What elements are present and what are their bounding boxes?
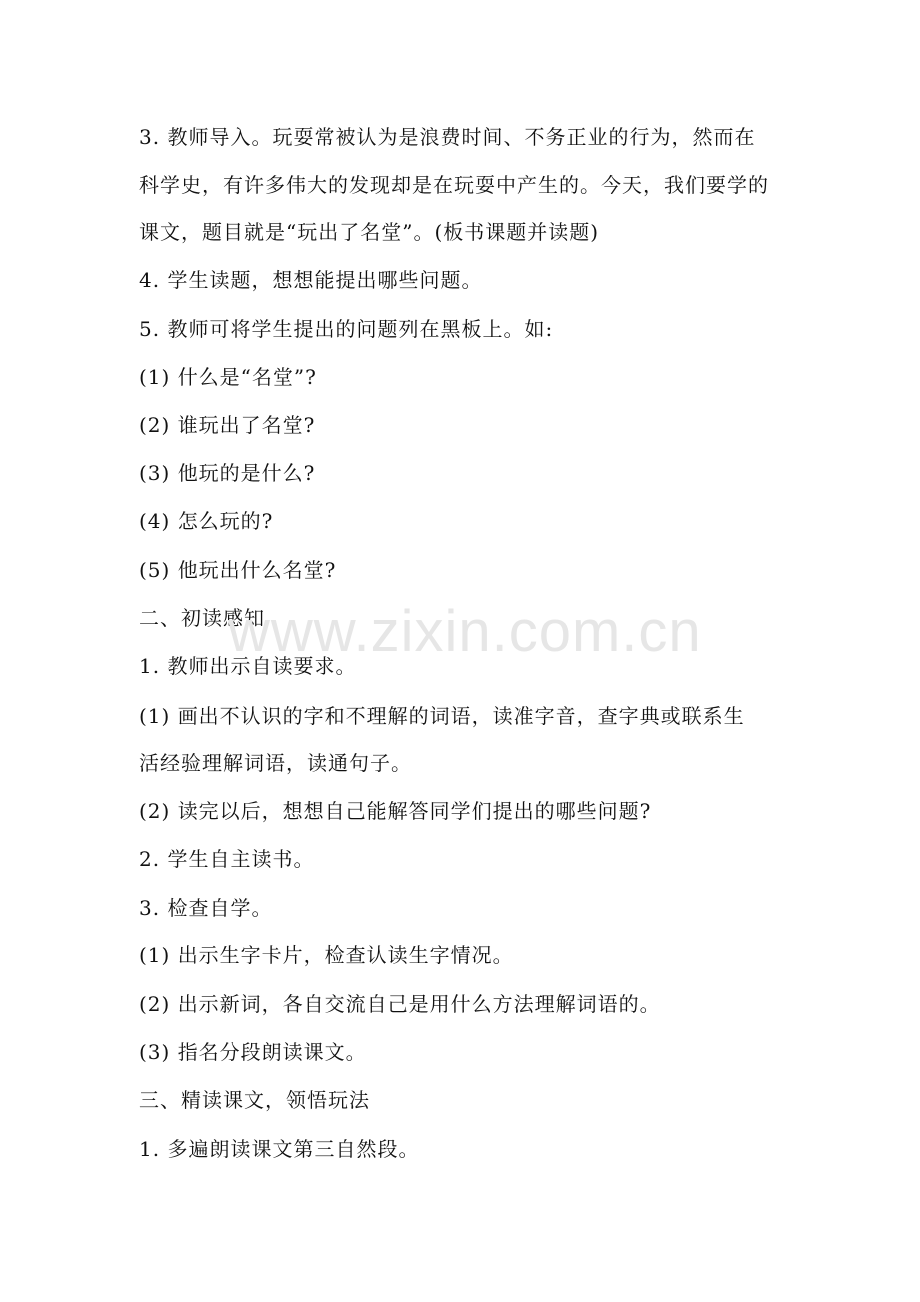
paragraph-line: 3. 检查自学。 (139, 896, 273, 920)
watermark: www.zixin.com.cn (228, 599, 702, 664)
section-heading: 二、初读感知 (139, 606, 265, 630)
paragraph-line: 课文，题目就是“玩出了名堂”。(板书课题并读题) (139, 220, 600, 244)
paragraph-line: 4. 学生读题，想想能提出哪些问题。 (139, 268, 483, 292)
list-item: (4) 怎么玩的? (139, 509, 274, 533)
paragraph-line: 1. 多遍朗读课文第三自然段。 (139, 1137, 420, 1161)
list-item: (1) 画出不认识的字和不理解的词语，读准字音，查字典或联系生 (139, 704, 745, 728)
section-heading: 三、精读课文，领悟玩法 (139, 1088, 370, 1112)
paragraph-line: 科学史，有许多伟大的发现却是在玩耍中产生的。今天，我们要学的 (139, 173, 769, 197)
list-item: (1) 什么是“名堂”? (139, 365, 317, 389)
list-item: (3) 指名分段朗读课文。 (139, 1040, 367, 1064)
paragraph-line: 5. 教师可将学生提出的问题列在黑板上。如: (139, 317, 554, 341)
paragraph-line: 3. 教师导入。玩耍常被认为是浪费时间、不务正业的行为，然而在 (139, 125, 756, 149)
list-item: (2) 读完以后，想想自己能解答同学们提出的哪些问题? (139, 799, 652, 823)
list-item: (3) 他玩的是什么? (139, 461, 316, 485)
list-item: (2) 出示新词，各自交流自己是用什么方法理解词语的。 (139, 992, 661, 1016)
list-item: (2) 谁玩出了名堂? (139, 413, 316, 437)
paragraph-line: 活经验理解词语，读通句子。 (139, 751, 412, 775)
list-item: (5) 他玩出什么名堂? (139, 558, 337, 582)
paragraph-line: 1. 教师出示自读要求。 (139, 654, 357, 678)
paragraph-line: 2. 学生自主读书。 (139, 847, 315, 871)
list-item: (1) 出示生字卡片，检查认读生字情况。 (139, 943, 514, 967)
